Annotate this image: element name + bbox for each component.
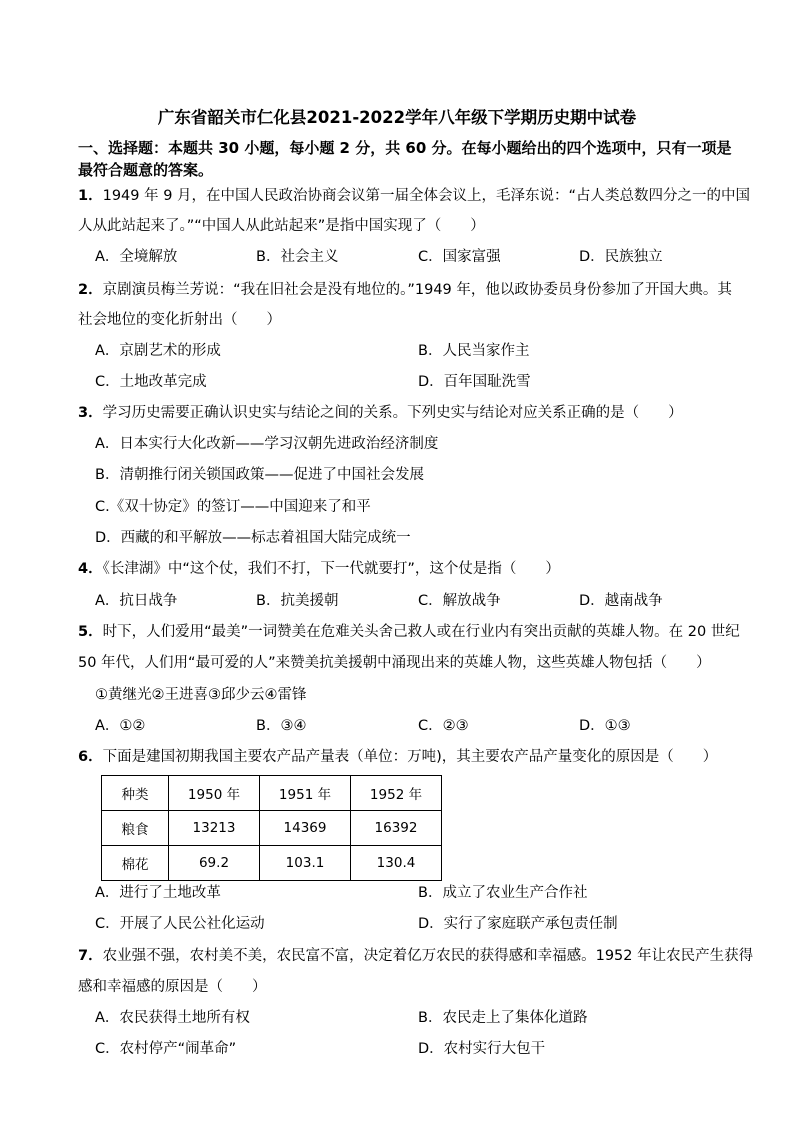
question-6-text: 下面是建国初期我国主要农产品产量表（单位：万吨)，其主要农产品产量变化的原因是（ ）: [102, 749, 718, 765]
q7-option-c: C．农村停产“闹革命”: [95, 1041, 237, 1057]
question-7-line-1: [78, 946, 778, 966]
q2-option-b: B．人民当家作主: [418, 343, 530, 359]
table-header-cell: 1950 年: [169, 776, 260, 811]
question-7-line-2: 感和幸福感的原因是（ ）: [78, 979, 267, 995]
q1-option-a: A．全境解放: [95, 249, 178, 265]
table-cell: 103.1: [260, 846, 351, 881]
question-5-line-3: ①黄继光②王进喜③邱少云④雷锋: [95, 687, 307, 703]
q6-option-d: D．实行了家庭联产承包责任制: [418, 916, 618, 932]
q5-option-c: C．②③: [418, 718, 469, 734]
question-6-number: 6．: [78, 749, 103, 765]
question-5-number: 5．: [78, 624, 103, 640]
table-cell: 69.2: [169, 846, 260, 881]
q5-option-a: A．①②: [95, 718, 146, 734]
q6-option-a: A．进行了土地改革: [95, 885, 221, 901]
question-7-number: 7．: [78, 948, 103, 964]
q1-option-c: C．国家富强: [418, 249, 501, 265]
table-row: [102, 846, 442, 881]
q4-option-b: B．抗美援朝: [256, 593, 339, 609]
table-header-cell: 种类: [102, 776, 169, 811]
table-header-cell: 1952 年: [351, 776, 442, 811]
q3-option-c: C.《双十协定》的签订——中国迎来了和平: [95, 499, 371, 515]
question-4-number: 4．: [78, 561, 103, 577]
q3-option-b: B．清朝推行闭关锁国政策——促进了中国社会发展: [95, 467, 424, 483]
section-heading-line-2: 最符合题意的答案。: [78, 161, 214, 179]
q5-option-d: D．①③: [579, 718, 631, 734]
question-2-number: 2．: [78, 282, 103, 298]
table-row: [102, 811, 442, 846]
q3-option-a: A．日本实行大化改新——学习汉朝先进政治经济制度: [95, 436, 439, 452]
question-6-line-1: [78, 747, 778, 767]
question-1-number: 1．: [78, 188, 103, 204]
section-heading-line-1: 一、选择题：本题共 30 小题，每小题 2 分，共 60 分。在每小题给出的四个选项中，只有一项是: [78, 139, 732, 157]
exam-title: 广东省韶关市仁化县2021-2022学年八年级下学期历史期中试卷: [157, 108, 637, 127]
table-cell: 棉花: [102, 846, 169, 881]
production-table: [101, 775, 442, 881]
q4-option-d: D．越南战争: [579, 593, 663, 609]
q2-option-c: C．土地改革完成: [95, 374, 207, 390]
question-3-line-1: [78, 403, 778, 423]
q1-option-b: B．社会主义: [256, 249, 339, 265]
q7-option-d: D．农村实行大包干: [418, 1041, 546, 1057]
question-2-line-1: [78, 280, 778, 300]
table-header-cell: 1951 年: [260, 776, 351, 811]
question-4-line-1: [78, 559, 778, 579]
table-header-row: [102, 776, 442, 811]
table-cell: 14369: [260, 811, 351, 846]
question-2-line-2: 社会地位的变化折射出（ ）: [78, 312, 281, 328]
table-cell: 13213: [169, 811, 260, 846]
q6-option-b: B．成立了农业生产合作社: [418, 885, 588, 901]
question-5-line-1: [78, 622, 778, 642]
q4-option-a: A．抗日战争: [95, 593, 178, 609]
question-7-text: 农业强不强，农村美不美，农民富不富，决定着亿万农民的获得感和幸福感。1952 年让农民产生获得: [102, 948, 754, 964]
question-1-line-1: [78, 186, 778, 206]
q5-option-b: B．③④: [256, 718, 307, 734]
question-4-text: 《长津湖》中“这个仗，我们不打，下一代就要打”，这个仗是指（ ）: [102, 561, 560, 577]
question-1-line-2: 人从此站起来了。”“中国人从此站起来”是指中国实现了（ ）: [78, 218, 485, 234]
q2-option-d: D．百年国耻洗雪: [418, 374, 531, 390]
question-5-line-2: 50 年代，人们用“最可爱的人”来赞美抗美援朝中涌现出来的英雄人物，这些英雄人物包括（ ）: [78, 655, 711, 671]
q2-option-a: A．京剧艺术的形成: [95, 343, 221, 359]
question-2-text: 京剧演员梅兰芳说：“我在旧社会是没有地位的。”1949 年，他以政协委员身份参加了开国大典。其: [102, 282, 732, 298]
question-3-text: 学习历史需要正确认识史实与结论之间的关系。下列史实与结论对应关系正确的是（ ）: [102, 405, 683, 421]
q1-option-d: D．民族独立: [579, 249, 663, 265]
q4-option-c: C．解放战争: [418, 593, 501, 609]
q7-option-b: B．农民走上了集体化道路: [418, 1010, 588, 1026]
table-cell: 130.4: [351, 846, 442, 881]
q7-option-a: A．农民获得土地所有权: [95, 1010, 250, 1026]
question-5-text: 时下，人们爱用“最美”一词赞美在危难关头舍己救人或在行业内有突出贡献的英雄人物。在 20 世纪: [102, 624, 740, 640]
q6-option-c: C．开展了人民公社化运动: [95, 916, 265, 932]
q3-option-d: D．西藏的和平解放——标志着祖国大陆完成统一: [95, 530, 411, 546]
question-1-text: 1949 年 9 月，在中国人民政治协商会议第一届全体会议上，毛泽东说：“占人类总数四分之一的中国: [102, 188, 751, 204]
question-3-number: 3．: [78, 405, 103, 421]
table-cell: 粮食: [102, 811, 169, 846]
table-cell: 16392: [351, 811, 442, 846]
